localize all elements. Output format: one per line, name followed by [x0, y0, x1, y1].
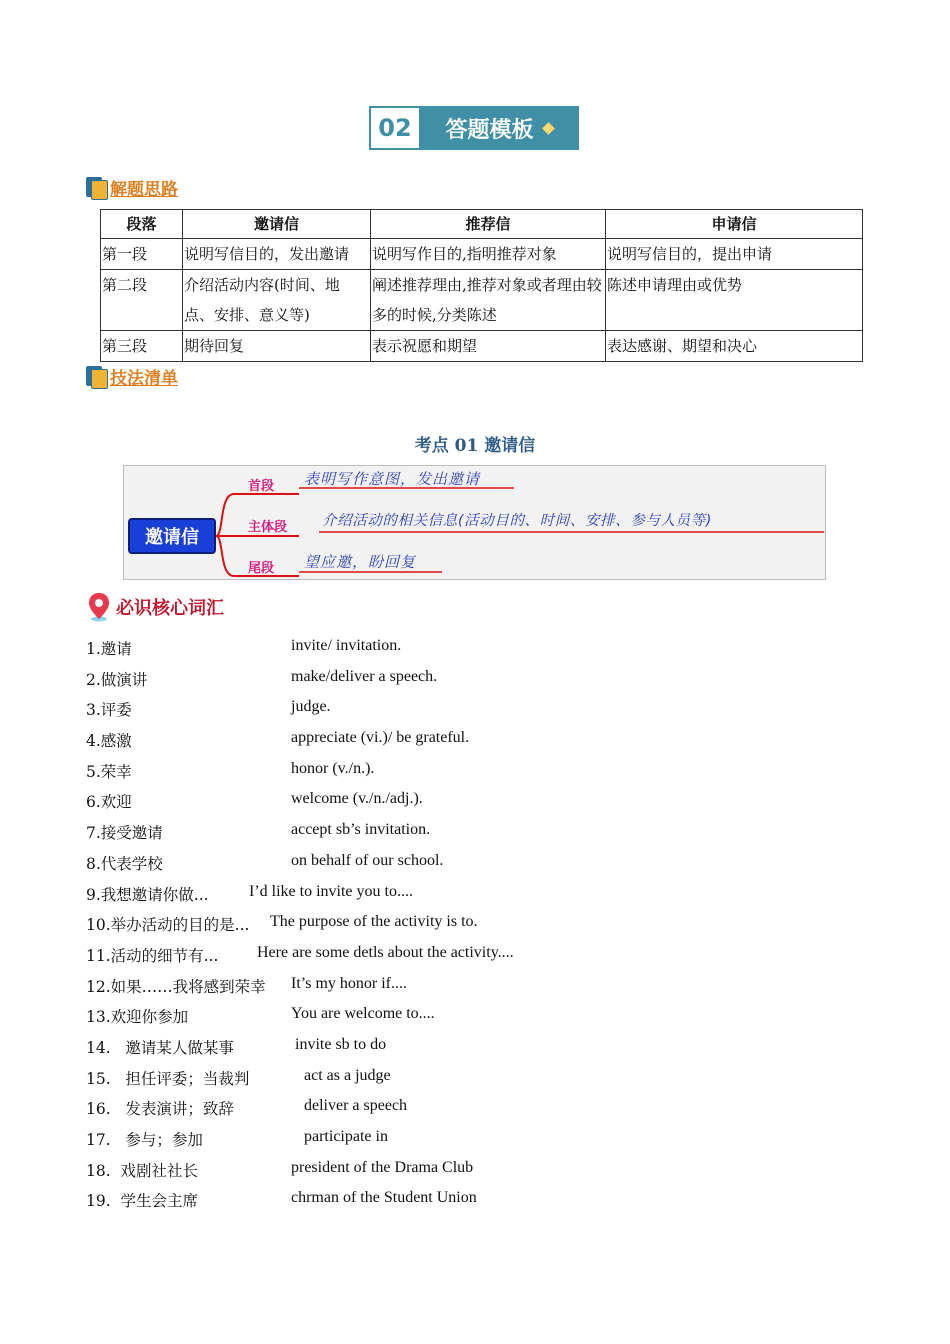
vocab-en: deliver a speech	[304, 1097, 408, 1114]
vocab-en: invite sb to do	[295, 1036, 387, 1053]
table-header-cell: 申请信	[606, 210, 863, 239]
mindmap-branch-label: 首段	[248, 479, 275, 494]
invitation-mindmap	[123, 465, 826, 580]
vocab-cn: 14. 邀请某人做某事	[86, 1039, 234, 1057]
vocab-cn: 5.荣幸	[86, 763, 132, 781]
vocab-en: appreciate (vi.)/ be grateful.	[291, 729, 470, 746]
vocab-en: honor (v./n.).	[291, 760, 375, 777]
vocab-en: You are welcome to....	[291, 1005, 435, 1022]
badge-title: 答题模板	[445, 117, 534, 143]
table-cell: 第三段	[101, 331, 183, 362]
vocab-cn: 8.代表学校	[86, 855, 163, 873]
table-cell: 第二段	[101, 270, 183, 331]
mindmap-branch-text: 表明写作意图，发出邀请	[304, 470, 481, 488]
vocab-cn: 2.做演讲	[86, 671, 148, 689]
table-row	[101, 239, 863, 270]
table-cell: 阐述推荐理由,推荐对象或者理由较多的时候,分类陈述	[371, 270, 606, 331]
table-header-row	[101, 210, 863, 239]
table-row	[101, 270, 863, 331]
badge-number: 02	[371, 108, 421, 148]
kaodian-title: 考点 01 邀请信	[414, 436, 536, 456]
table-cell: 陈述申请理由或优势	[606, 270, 863, 331]
vocab-cn: 10.举办活动的目的是...	[86, 916, 250, 934]
vocab-en: invite/ invitation.	[291, 637, 402, 654]
table-header-cell: 段落	[101, 210, 183, 239]
vocab-en: accept sb’s invitation.	[291, 821, 431, 838]
approach-heading	[86, 175, 178, 200]
table-cell: 说明写信目的，提出申请	[606, 239, 863, 270]
table-header-cell: 邀请信	[183, 210, 371, 239]
mindmap-branch-text: 望应邀，盼回复	[304, 553, 417, 571]
vocab-cn: 11.活动的细节有...	[86, 947, 219, 965]
vocab-cn: 6.欢迎	[86, 793, 132, 811]
techniques-heading	[86, 364, 178, 389]
table-cell: 说明写作目的,指明推荐对象	[371, 239, 606, 270]
vocab-cn: 4.感激	[86, 732, 132, 750]
vocab-en: judge.	[291, 698, 331, 715]
badge-title-wrap	[421, 108, 577, 148]
table-header-cell: 推荐信	[371, 210, 606, 239]
table-cell: 表达感谢、期望和决心	[606, 331, 863, 362]
vocab-cn: 12.如果……我将感到荣幸	[86, 978, 266, 996]
mindmap-branch-label: 尾段	[248, 561, 275, 576]
table-cell: 第一段	[101, 239, 183, 270]
location-pin-icon	[88, 592, 110, 622]
vocab-en: I’d like to invite you to....	[249, 883, 413, 900]
diamond-icon	[542, 122, 555, 135]
vocab-en: Here are some detls about the activity....	[257, 944, 514, 961]
book-icon	[86, 177, 108, 199]
vocab-heading	[88, 592, 224, 622]
vocab-cn: 7.接受邀请	[86, 824, 163, 842]
table-cell: 介绍活动内容(时间、地点、安排、意义等)	[183, 270, 371, 331]
vocab-cn: 13.欢迎你参加	[86, 1008, 189, 1026]
approach-heading-text: 解题思路	[110, 180, 178, 200]
vocab-en: act as a judge	[304, 1067, 391, 1084]
vocab-en: president of the Drama Club	[291, 1159, 474, 1176]
table-cell: 期待回复	[183, 331, 371, 362]
mindmap-branch-label: 主体段	[248, 520, 288, 535]
vocab-en: make/deliver a speech.	[291, 668, 438, 685]
vocab-en: It’s my honor if....	[291, 975, 407, 992]
vocab-cn: 19. 学生会主席	[86, 1192, 199, 1210]
vocab-en: on behalf of our school.	[291, 852, 444, 869]
book-icon	[86, 366, 108, 388]
vocab-en: The purpose of the activity is to.	[270, 913, 478, 930]
vocab-cn: 16. 发表演讲；致辞	[86, 1100, 234, 1118]
vocab-cn: 9.我想邀请你做...	[86, 886, 209, 904]
vocab-heading-text: 必识核心词汇	[116, 598, 224, 619]
vocab-cn: 18. 戏剧社社长	[86, 1162, 199, 1180]
table-row	[101, 331, 863, 362]
vocab-en: participate in	[304, 1128, 388, 1145]
vocab-cn: 1.邀请	[86, 640, 132, 658]
vocab-cn: 15. 担任评委；当裁判	[86, 1070, 250, 1088]
vocab-en: chrman of the Student Union	[291, 1189, 477, 1206]
vocab-cn: 3.评委	[86, 701, 132, 719]
techniques-heading-text: 技法清单	[110, 369, 178, 389]
table-cell: 说明写信目的，发出邀请	[183, 239, 371, 270]
mindmap-root: 邀请信	[128, 518, 216, 554]
vocab-en: welcome (v./n./adj.).	[291, 790, 423, 807]
vocab-cn: 17. 参与；参加	[86, 1131, 203, 1149]
mindmap-branch-text: 介绍活动的相关信息(活动目的、时间、安排、参与人员等)	[322, 513, 713, 529]
section-badge	[369, 106, 579, 150]
paragraph-structure-table	[100, 209, 863, 362]
table-cell: 表示祝愿和期望	[371, 331, 606, 362]
